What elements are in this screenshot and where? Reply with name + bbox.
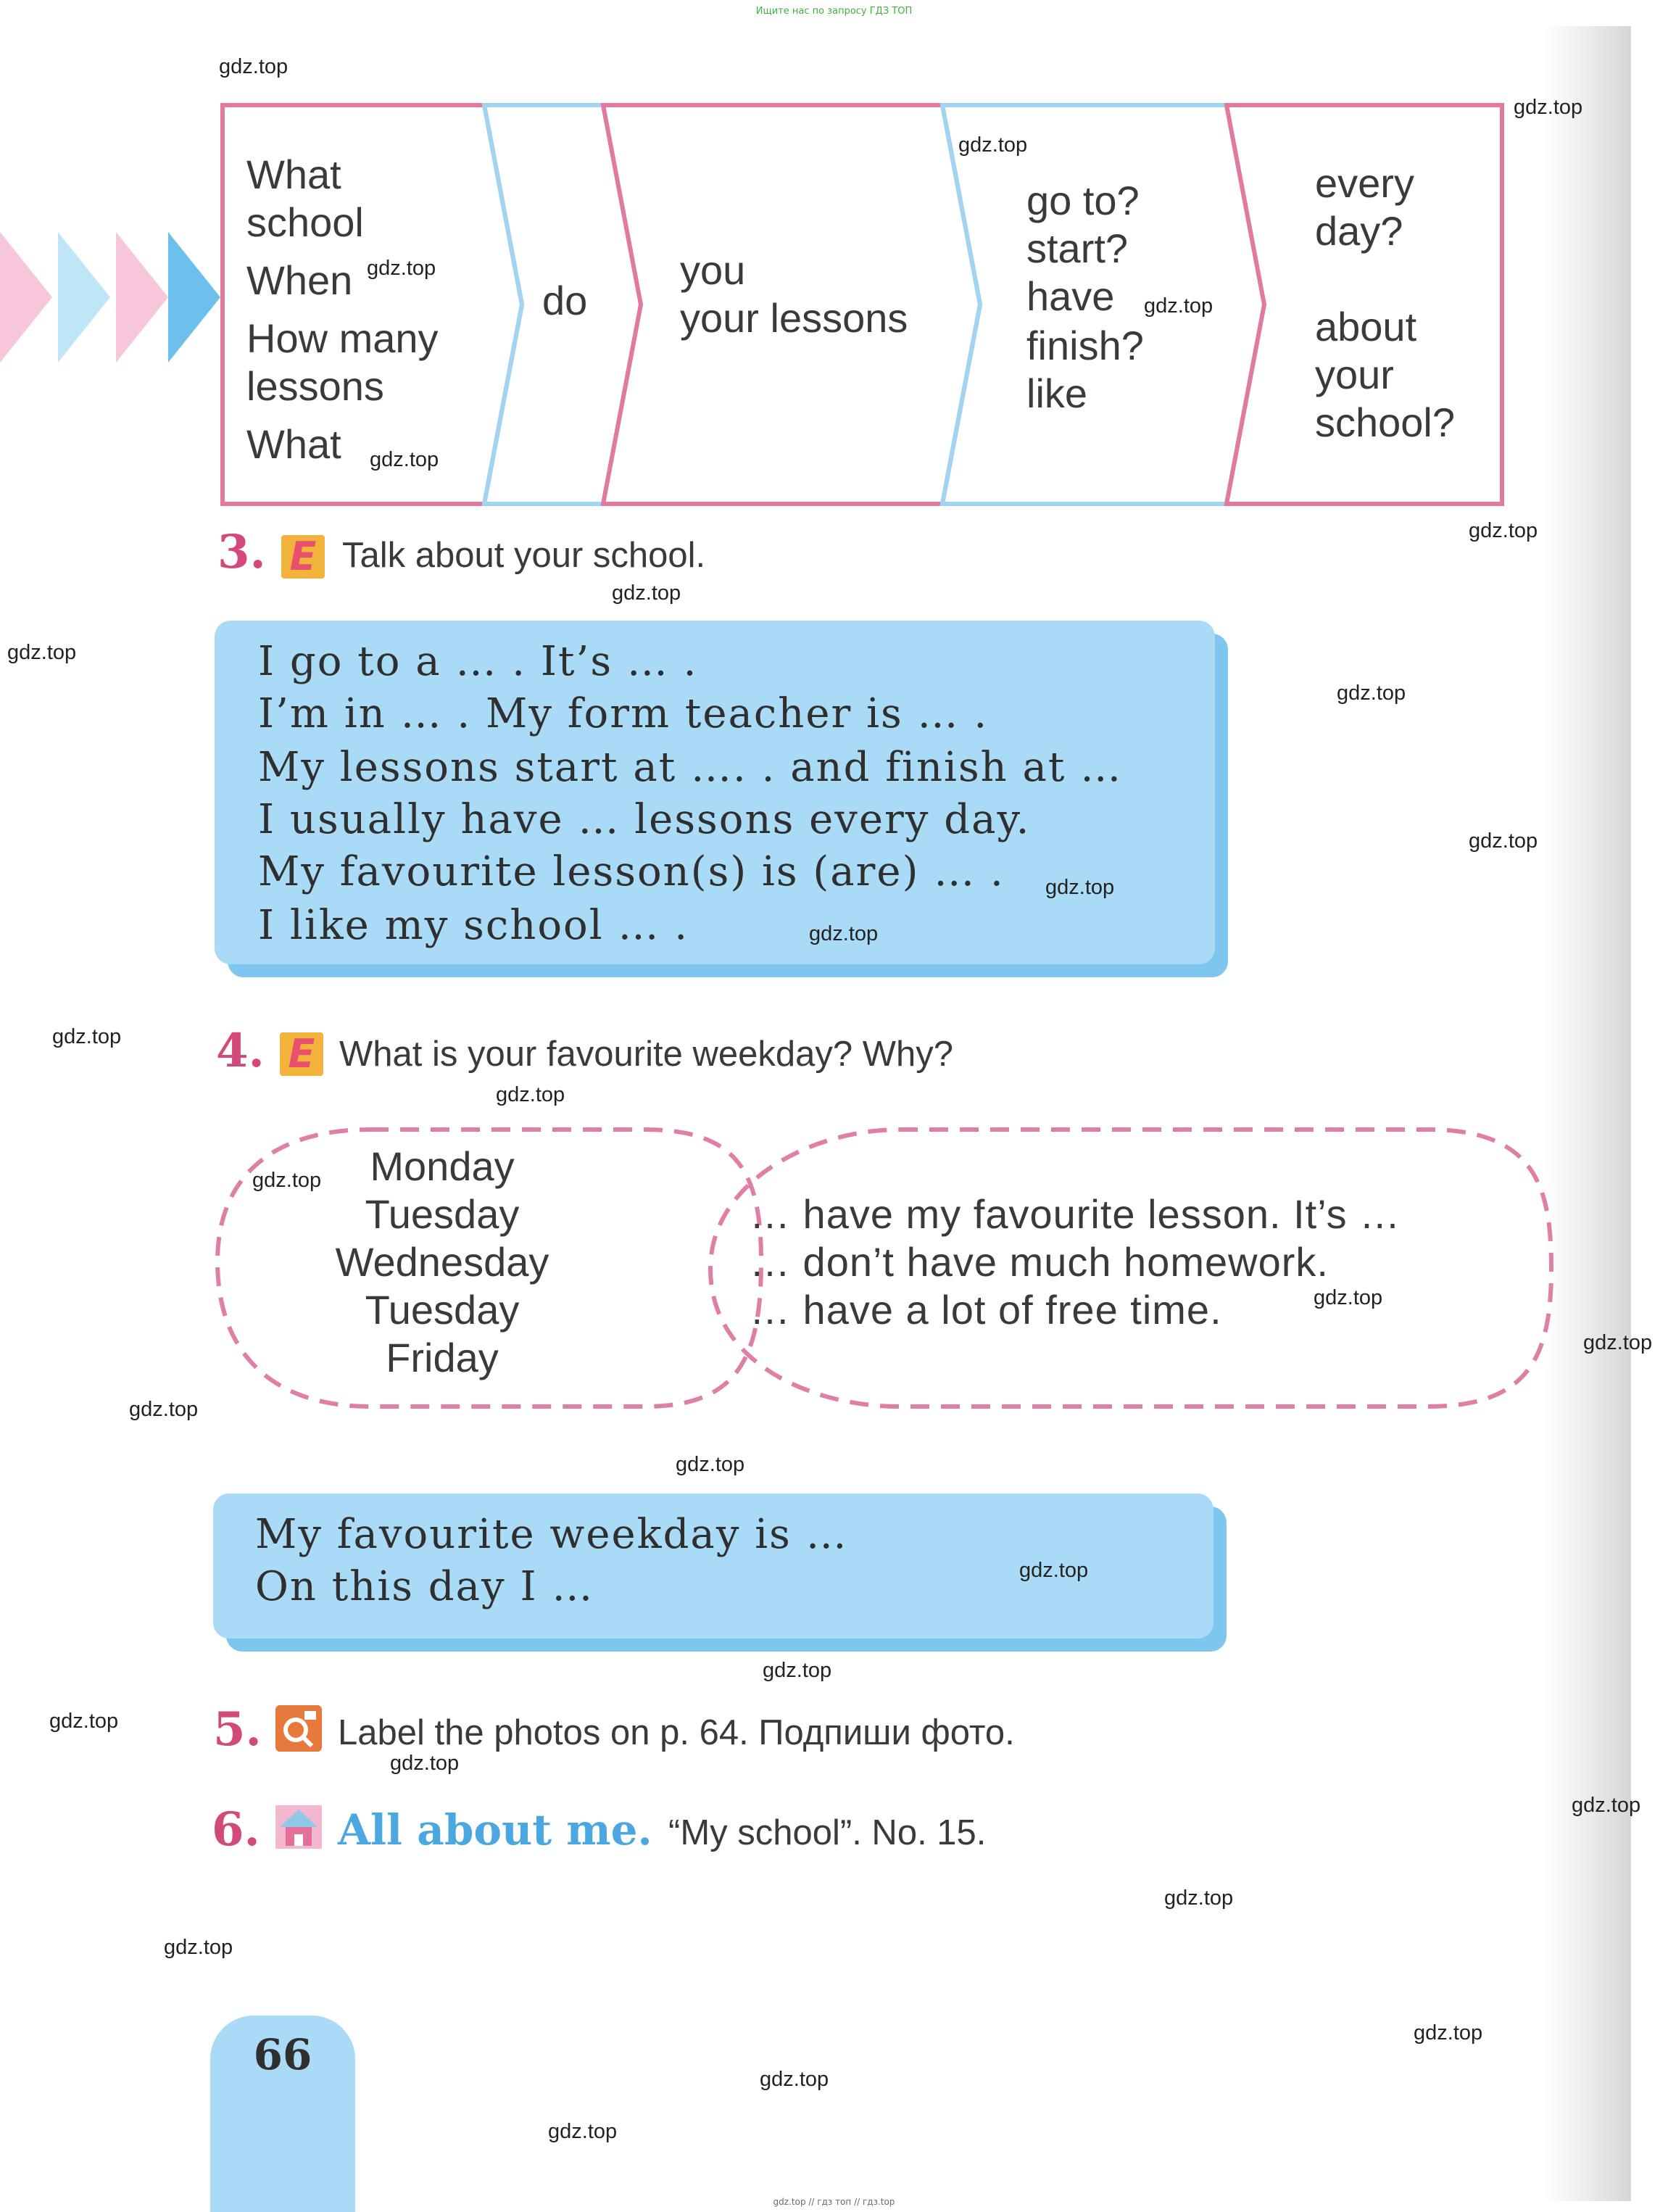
decorative-arrows-icon: [0, 225, 232, 370]
exercise-3-line-6: I like my school … .: [258, 902, 689, 949]
chevron-col5-school: school?: [1315, 399, 1456, 445]
watermark: gdz.top: [548, 2120, 618, 2143]
chevron-col5-every: every: [1315, 160, 1414, 206]
weekday-monday: Monday: [370, 1143, 515, 1189]
watermark: gdz.top: [496, 1083, 565, 1106]
exercise-4-number: 4.: [216, 1024, 265, 1078]
chevron-col5-about: about: [1315, 304, 1417, 349]
chevron-col3-you: you: [680, 247, 746, 293]
reason-free-time: … have a lot of free time.: [750, 1287, 1222, 1333]
exercise-5-number: 5.: [213, 1702, 262, 1757]
chevron-col4-start: start?: [1026, 225, 1129, 271]
page-margin: [1631, 0, 1668, 2212]
chevron-col1-what-2: What: [246, 421, 341, 467]
chevron-col4-finish: finish?: [1026, 323, 1144, 368]
chevron-col5-day: day?: [1315, 208, 1403, 254]
watermark: gdz.top: [1045, 876, 1115, 899]
chevron-col3-your-lessons: your lessons: [680, 295, 908, 341]
watermark: gdz.top: [1337, 682, 1406, 705]
watermark: gdz.top: [676, 1453, 745, 1476]
chevron-col1-what: What: [246, 152, 341, 197]
watermark: gdz.top: [1583, 1331, 1653, 1354]
watermark: gdz.top: [612, 581, 681, 605]
watermark: gdz.top: [1469, 519, 1538, 542]
watermark: gdz.top: [1514, 96, 1583, 119]
photo-label-icon: [275, 1705, 322, 1752]
top-banner: Ищите нас по запросу ГДЗ ТОП: [755, 6, 913, 17]
exercise-6-number: 6.: [212, 1802, 260, 1857]
bottom-banner: gdz.top // гдз топ // гдз.top: [773, 2197, 895, 2207]
exercise-3-line-3: My lessons start at …. . and finish at …: [258, 744, 1123, 791]
watermark: gdz.top: [760, 2068, 829, 2091]
exercise-6-text: “My school”. No. 15.: [668, 1813, 987, 1852]
watermark: gdz.top: [252, 1169, 322, 1192]
chevron-col4-like: like: [1026, 370, 1088, 416]
watermark: gdz.top: [7, 641, 77, 664]
watermark: gdz.top: [367, 257, 436, 280]
reason-favourite-lesson: … have my favourite lesson. It’s …: [750, 1191, 1401, 1237]
watermark: gdz.top: [809, 922, 879, 945]
exercise-3-number: 3.: [217, 525, 266, 579]
watermark: gdz.top: [164, 1936, 233, 1959]
watermark: gdz.top: [1144, 294, 1213, 318]
chevron-col1-how-many: How many: [246, 315, 439, 361]
watermark: gdz.top: [52, 1025, 122, 1048]
exercise-4-title: What is your favourite weekday? Why?: [339, 1035, 953, 1074]
page-number: 66: [253, 2030, 312, 2079]
exercise-3-line-2: I’m in … . My form teacher is … .: [258, 690, 989, 737]
chevron-col4-have: have: [1026, 273, 1115, 319]
chevron-col2-do: do: [542, 278, 588, 323]
exercise-3-title: Talk about your school.: [342, 536, 706, 575]
watermark: gdz.top: [958, 133, 1028, 157]
exercise-4-box-line-2: On this day I …: [255, 1563, 594, 1610]
weekday-wednesday: Wednesday: [335, 1239, 549, 1285]
watermark: gdz.top: [763, 1659, 832, 1682]
house-icon: [275, 1805, 322, 1849]
chevron-col1-lessons: lessons: [246, 363, 384, 409]
exercise-4-e-icon: E: [280, 1032, 323, 1076]
reason-no-homework: … don’t have much homework.: [750, 1239, 1329, 1285]
watermark: gdz.top: [49, 1710, 119, 1733]
chevron-col1-school: school: [246, 199, 364, 245]
exercise-3-line-1: I go to a … . It’s … .: [258, 638, 698, 685]
chevron-col5-your: your: [1315, 352, 1394, 397]
exercise-4-box-line-1: My favourite weekday is …: [255, 1511, 848, 1558]
exercise-3-line-4: I usually have … lessons every day.: [258, 796, 1031, 843]
watermark: gdz.top: [1314, 1286, 1383, 1309]
watermark: gdz.top: [390, 1752, 460, 1775]
watermark: gdz.top: [370, 448, 439, 471]
weekday-friday: Friday: [386, 1335, 499, 1380]
watermark: gdz.top: [129, 1398, 199, 1421]
watermark: gdz.top: [1019, 1559, 1089, 1582]
exercise-3-line-5: My favourite lesson(s) is (are) … .: [258, 848, 1005, 895]
watermark: gdz.top: [1414, 2021, 1483, 2045]
chevron-col1-when: When: [246, 257, 353, 303]
watermark: gdz.top: [219, 55, 289, 78]
exercise-3-e-icon: E: [281, 535, 325, 579]
weekday-tuesday: Tuesday: [365, 1191, 520, 1237]
watermark: gdz.top: [1469, 829, 1538, 853]
page-fold-shadow: [1544, 26, 1631, 2201]
watermark: gdz.top: [1572, 1794, 1641, 1817]
watermark: gdz.top: [1164, 1886, 1234, 1910]
chevron-col4-go-to: go to?: [1026, 178, 1140, 223]
exercise-6-highlight: All about me.: [338, 1805, 652, 1855]
weekday-tuesday-2: Tuesday: [365, 1287, 520, 1333]
exercise-5-text: Label the photos on p. 64. Подпиши фото.: [338, 1713, 1015, 1752]
